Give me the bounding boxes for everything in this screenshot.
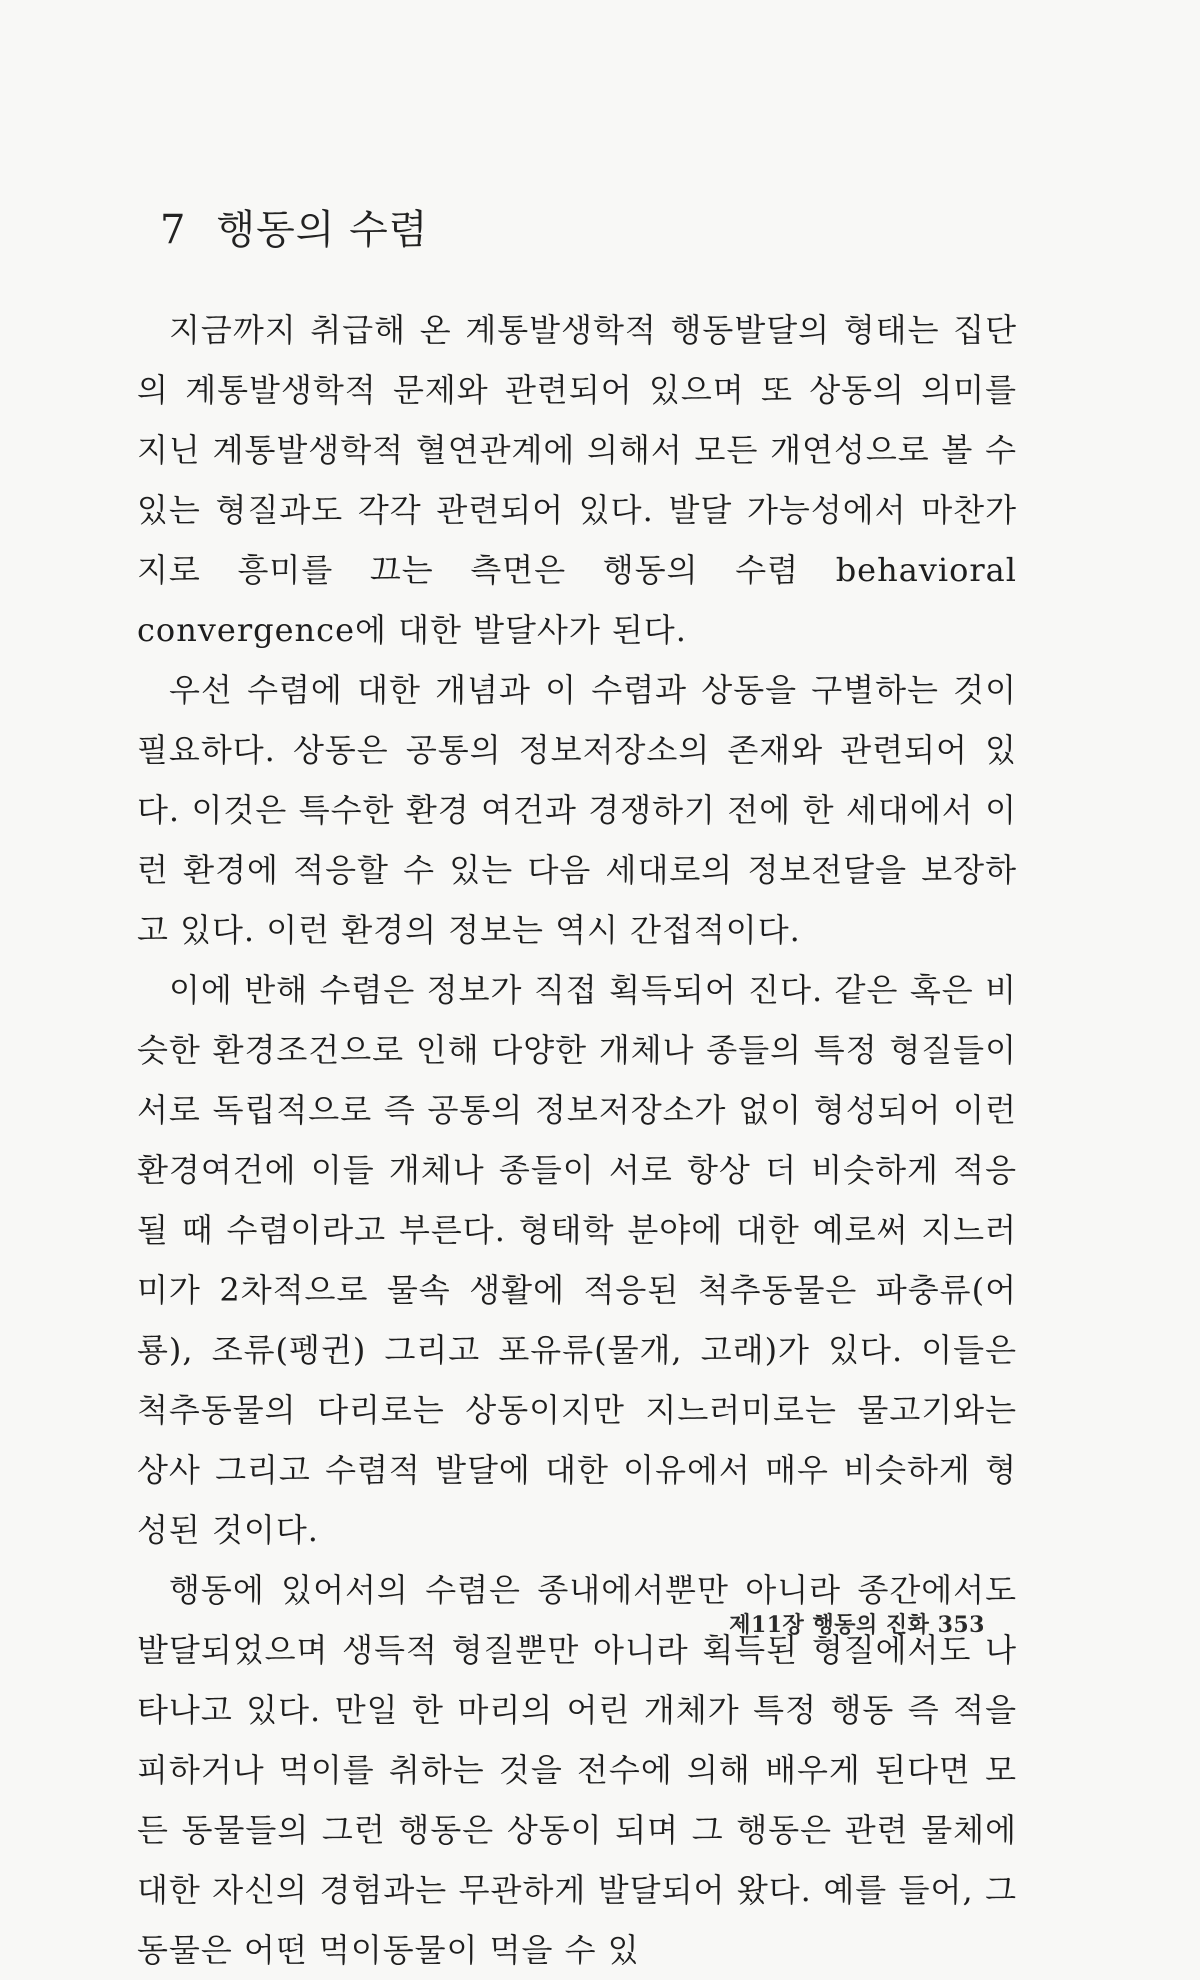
paragraph-2: 우선 수렴에 대한 개념과 이 수렴과 상동을 구별하는 것이 필요하다. 상동은 공통의 정보저장소의 존재와 관련되어 있다. 이것은 특수한 환경 여건과 경쟁하기 전에 한 세대에서 이런 환경에 적응할 수 있는 다음 세대로의 정보전달을 보장하고 있다. 이런 환경의 정보는 역시 간접적이다.	[137, 671, 1017, 949]
paragraph-3: 이에 반해 수렴은 정보가 직접 획득되어 진다. 같은 혹은 비슷한 환경조건으로 인해 다양한 개체나 종들의 특정 형질들이 서로 독립적으로 즉 공통의 정보저장소가 없이 형성되어 이런 환경여건에 이들 개체나 종들이 서로 항상 더 비슷하게 적응될 때 수렴이라고 부른다. 형태학 분야에 대한 예로써 지느러미가 2차적으로 물속 생활에 적응된 척추동물은 파충류(어룡), 조류(펭귄) 그리고 포유류(물개, 고래)가 있다. 이들은 척추동물의 다리로는 상동이지만 지느러미로는 물고기와는 상사 그리고 수렴적 발달에 대한 이유에서 매우 비슷하게 형성된 것이다.	[137, 971, 1017, 1549]
running-footer	[729, 1608, 985, 1639]
section-number: 7	[160, 207, 187, 253]
page-number: 353	[937, 1612, 985, 1638]
body-text	[137, 300, 1017, 1980]
footer-chapter: 제11장 행동의 진화	[729, 1612, 930, 1638]
section-title: 행동의 수렴	[216, 207, 429, 253]
paragraph-4: 행동에 있어서의 수렴은 종내에서뿐만 아니라 종간에서도 발달되었으며 생득적 형질뿐만 아니라 획득된 형질에서도 나타나고 있다. 만일 한 마리의 어린 개체가 특정 행동 즉 적을 피하거나 먹이를 취하는 것을 전수에 의해 배우게 된다면 모든 동물들의 그런 행동은 상동이 되며 그 행동은 관련 물체에 대한 자신의 경험과는 무관하게 발달되어 왔다. 예를 들어, 그 동물은 어떤 먹이동물이 먹을 수 있	[137, 1571, 1017, 1969]
paragraph-1: 지금까지 취급해 온 계통발생학적 행동발달의 형태는 집단의 계통발생학적 문제와 관련되어 있으며 또 상동의 의미를 지닌 계통발생학적 혈연관계에 의해서 모든 개연성으로 볼 수 있는 형질과도 각각 관련되어 있다. 발달 가능성에서 마찬가지로 흥미를 끄는 측면은 행동의 수렴 behavioral convergence에 대한 발달사가 된다.	[137, 311, 1017, 649]
section-heading	[160, 198, 428, 255]
